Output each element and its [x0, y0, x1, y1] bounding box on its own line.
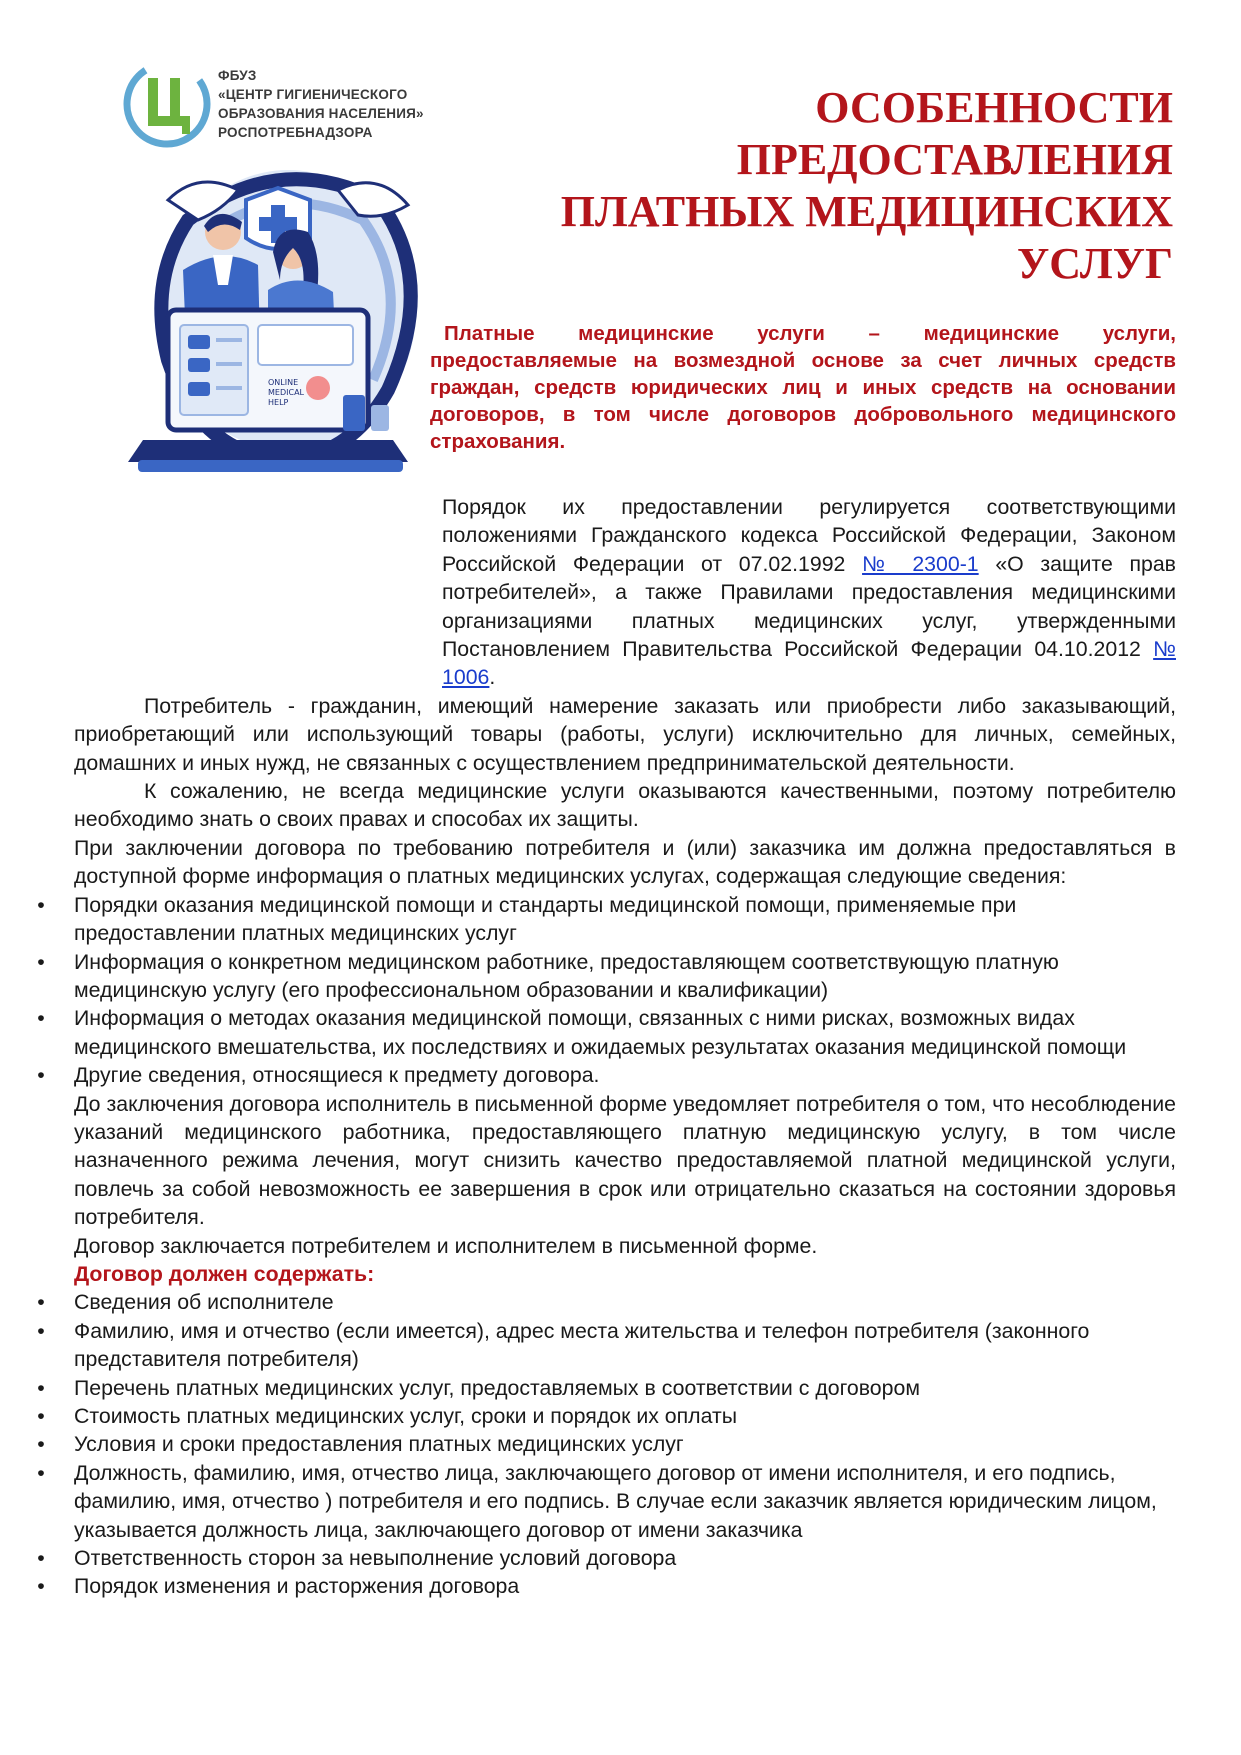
bullet-icon: • [37, 1574, 45, 1599]
cgon-logo-icon [122, 58, 212, 150]
list-item: • Информация о методах оказания медицинской помощи, связанных с ними рисках, возможных видах медицинского вмешательства, их последствиях и ожидаемых результатах оказания медицинской помощи [74, 1004, 1176, 1061]
list-item: • Информация о конкретном медицинском работнике, предоставляющем соответствующую платную медицинскую услугу (его профессиональном образовании и квалификации) [74, 948, 1176, 1005]
paragraph-written-form: Договор заключается потребителем и исполнителем в письменной форме. [74, 1233, 818, 1258]
paragraph-notification: До заключения договора исполнитель в письменной форме уведомляет потребителя о том, что несоблюдение указаний медицинского работника, предоставляющего платную медицинскую услугу, в том числе назначенного режима лечения, могут снизить качество предоставляемой платной медицинской услуги, повлечь за собой невозможность ее завершения в срок или отрицательно сказаться на состоянии здоровья потребителя. [74, 1091, 1176, 1230]
bullet-icon: • [37, 1546, 45, 1571]
title-line-3: ПЛАТНЫХ МЕДИЦИНСКИХ [560, 187, 1173, 236]
legal-basis-text-a: Порядок их предоставлении регулируется соответствующими положениями Гражданского кодекса Российской Федерации, Законом Российской Федерации от 07.02.1992 [442, 495, 1176, 576]
logo-text [218, 66, 424, 142]
list-item: • Порядок изменения и расторжения договора [74, 1572, 1176, 1600]
lead-definition: Платные медицинские услуги – медицинские услуги, предоставляемые на возмездной основе за счет личных средств граждан, средств юридических лиц и иных средств на основании договоров, в том числе договоров добровольного медицинского страхования. [430, 322, 1176, 453]
list-item: • Условия и сроки предоставления платных медицинских услуг [74, 1430, 1176, 1458]
logo-line-1: ФБУЗ [218, 68, 257, 83]
screen-text-2: MEDICAL [268, 388, 304, 397]
bullet-icon: • [37, 949, 45, 974]
list-item: • Стоимость платных медицинских услуг, сроки и порядок их оплаты [74, 1402, 1176, 1430]
list-item: • Перечень платных медицинских услуг, предоставляемых в соответствии с договором [74, 1374, 1176, 1402]
paragraph-information-requirements: При заключении договора по требованию потребителя и (или) заказчика им должна предоставляться в доступной форме информация о платных медицинских услугах, содержащая следующие сведения: [74, 835, 1176, 889]
paragraph-consumer-definition: Потребитель - гражданин, имеющий намерение заказать или приобрести либо заказывающий, приобретающий или использующий товары (работы, услуги) исключительно для личных, семейных, домашних и иных нужд, не связанных с осуществлением предпринимательской деятельности. [74, 693, 1176, 775]
bullet-icon: • [37, 1318, 45, 1343]
logo-line-3: ОБРАЗОВАНИЯ НАСЕЛЕНИЯ» [218, 106, 424, 121]
list-item: • Фамилию, имя и отчество (если имеется), адрес места жительства и телефон потребителя (законного представителя потребителя) [74, 1317, 1176, 1374]
organization-logo [122, 58, 482, 150]
list-item: • Сведения об исполнителе [74, 1288, 1176, 1316]
bullet-icon: • [37, 1006, 45, 1031]
title-line-1: ОСОБЕННОСТИ [815, 83, 1173, 132]
logo-line-4: РОСПОТРЕБНАДЗОРА [218, 125, 373, 140]
main-content [37, 493, 1176, 1601]
title-line-2: ПРЕДОСТАВЛЕНИЯ [736, 135, 1173, 184]
bullet-icon: • [37, 1375, 45, 1400]
title-line-4: УСЛУГ [1016, 239, 1173, 288]
law-2300-1-link[interactable]: № 2300-1 [862, 551, 979, 576]
contract-contents-heading: Договор должен содержать: [74, 1261, 375, 1286]
list-item: • Должность, фамилию, имя, отчество лица, заключающего договор от имени исполнителя, и его подпись, фамилию, имя, отчество ) потребителя и его подпись. В случае если заказчик является юридическим лицом, указывается должность лица, заключающего договор от имени заказчика [74, 1459, 1176, 1544]
legal-basis-text-c: . [489, 665, 496, 690]
list-item: • Порядки оказания медицинской помощи и стандарты медицинской помощи, применяемые при предоставлении платных медицинских услуг [74, 891, 1176, 948]
bullet-icon: • [37, 1063, 45, 1088]
bullet-icon: • [37, 1432, 45, 1457]
paragraph-quality-warning: К сожалению, не всегда медицинские услуги оказываются качественными, поэтому потребителю необходимо знать о своих правах и способах их защиты. [74, 779, 1176, 832]
list-item: • Ответственность сторон за невыполнение условий договора [74, 1544, 1176, 1572]
list-item: • Другие сведения, относящиеся к предмету договора. [74, 1061, 1176, 1089]
online-medical-help-illustration [128, 160, 428, 505]
bullet-icon: • [37, 1460, 45, 1485]
legal-basis-text-b: «О защите прав потребителей», а также Правилами предоставления медицинскими организациями платных медицинских услуг, утвержденными Постановлением Правительства Российской Федерации 04.10.2012 [442, 551, 1176, 662]
bullet-icon: • [37, 1290, 45, 1315]
information-list [37, 891, 1176, 1090]
screen-text-1: ONLINE [268, 378, 299, 387]
screen-text-3: HELP [268, 398, 289, 407]
bullet-icon: • [37, 1404, 45, 1428]
bullet-icon: • [37, 892, 45, 917]
logo-line-2: «ЦЕНТР ГИГИЕНИЧЕСКОГО [218, 87, 408, 102]
contract-contents-list [37, 1288, 1176, 1600]
page-title [453, 82, 1173, 290]
paragraph-legal-basis [74, 493, 1176, 692]
decree-1006-link[interactable]: № 1006 [442, 637, 1176, 690]
